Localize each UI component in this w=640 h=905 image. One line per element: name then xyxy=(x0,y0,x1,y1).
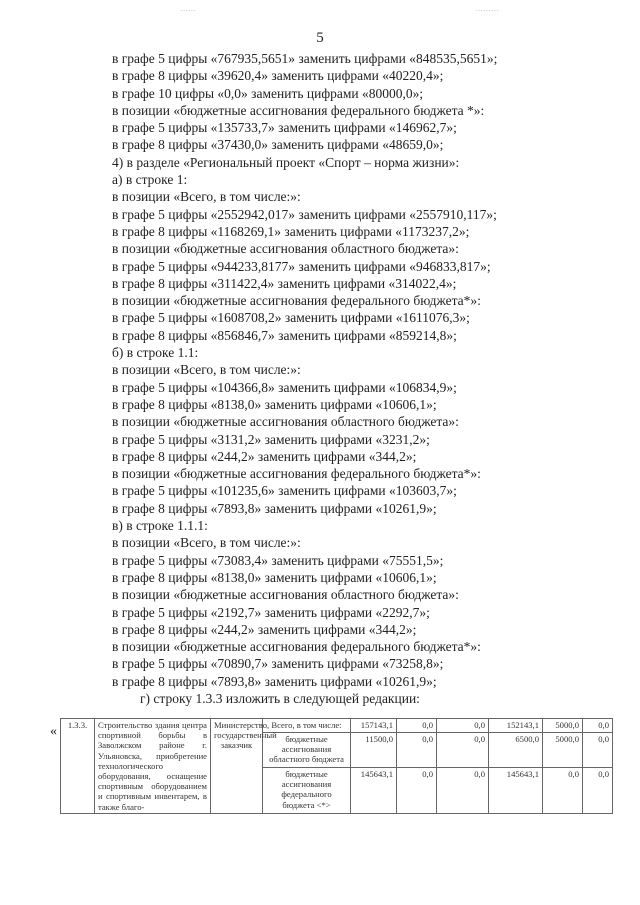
value-cell: 11500,0 xyxy=(351,732,397,767)
page-number: 5 xyxy=(316,30,324,46)
text-line: в графе 5 цифры «73083,4» заменить цифрами «75551,5»; xyxy=(112,552,444,568)
value-cell: 0,0 xyxy=(437,732,489,767)
text-line: в позиции «бюджетные ассигнования федерального бюджета*»: xyxy=(112,639,481,655)
text-line: в позиции «бюджетные ассигнования федерального бюджета *»: xyxy=(112,102,485,118)
text-line: в графе 5 цифры «767935,5651» заменить цифрами «848535,5651»; xyxy=(112,51,498,66)
text-line: в графе 5 цифры «104366,8» заменить цифрами «106834,9»; xyxy=(112,379,457,395)
text-line: в графе 8 цифры «244,2» заменить цифрами «344,2»; xyxy=(112,621,417,637)
value-cell: 0,0 xyxy=(397,732,437,767)
text-line: г) строку 1.3.3 изложить в следующей редакции: xyxy=(140,690,420,706)
measure-name-cell: Строительство здания центра спортивной борьбы в Заволжском районе г. Ульяновска, приобретение технологического оборудования, оснащение спортивным оборудованием и спортивным инвентарем, в также благо- xyxy=(95,719,211,814)
value-cell: 5000,0 xyxy=(543,719,583,733)
text-line: в графе 5 цифры «944233,8177» заменить цифрами «946833,817»; xyxy=(112,258,491,274)
scan-mark-right: ……… xyxy=(475,4,499,13)
amendment-text xyxy=(112,50,592,707)
text-line: в позиции «бюджетные ассигнования федерального бюджета*»: xyxy=(112,466,481,482)
text-line: а) в строке 1: xyxy=(112,172,188,188)
text-line: в графе 8 цифры «37430,0» заменить цифрами «48659,0»; xyxy=(112,137,444,153)
text-line: в графе 8 цифры «311422,4» заменить цифрами «314022,4»; xyxy=(112,275,457,291)
text-line: в позиции «бюджетные ассигнования областного бюджета»: xyxy=(112,414,459,430)
table-row xyxy=(61,719,613,733)
value-cell: 0,0 xyxy=(437,719,489,733)
value-cell: 145643,1 xyxy=(351,767,397,813)
value-cell: 157143,1 xyxy=(351,719,397,733)
text-line: в графе 5 цифры «2192,7» заменить цифрами «2292,7»; xyxy=(112,604,430,620)
value-cell: 152143,1 xyxy=(489,719,543,733)
text-line: в графе 8 цифры «1168269,1» заменить цифрами «1173237,2»; xyxy=(112,223,470,239)
text-line: в графе 8 цифры «8138,0» заменить цифрами «10606,1»; xyxy=(112,396,437,412)
value-cell: 0,0 xyxy=(543,767,583,813)
opening-quote: « xyxy=(50,724,57,739)
source-cell: Всего, в том числе: xyxy=(263,719,351,733)
row-number-cell: 1.3.3. xyxy=(61,719,95,814)
source-cell: бюджетные ассигнования федерального бюджета <*> xyxy=(263,767,351,813)
text-line: в позиции «Всего, в том числе:»: xyxy=(112,362,301,378)
value-cell: 5000,0 xyxy=(543,732,583,767)
text-line: в позиции «Всего, в том числе:»: xyxy=(112,535,301,551)
text-line: в графе 8 цифры «39620,4» заменить цифрами «40220,4»; xyxy=(112,68,444,84)
text-line: в графе 8 цифры «244,2» заменить цифрами «344,2»; xyxy=(112,448,417,464)
value-cell: 0,0 xyxy=(583,719,613,733)
value-cell: 0,0 xyxy=(583,732,613,767)
text-line: в графе 8 цифры «856846,7» заменить цифрами «859214,8»; xyxy=(112,327,457,343)
text-line: в) в строке 1.1.1: xyxy=(112,518,208,534)
value-cell: 145643,1 xyxy=(489,767,543,813)
text-line: в позиции «бюджетные ассигнования федерального бюджета*»: xyxy=(112,293,481,309)
text-line: в графе 5 цифры «1608708,2» заменить цифрами «1611076,3»; xyxy=(112,310,470,326)
text-line: в графе 5 цифры «3131,2» заменить цифрами «3231,2»; xyxy=(112,431,430,447)
value-cell: 0,0 xyxy=(397,719,437,733)
text-line: б) в строке 1.1: xyxy=(112,345,199,361)
text-line: в графе 8 цифры «7893,8» заменить цифрами «10261,9»; xyxy=(112,500,437,516)
text-line: в графе 5 цифры «70890,7» заменить цифрами «73258,8»; xyxy=(112,656,444,672)
text-line: в графе 8 цифры «7893,8» заменить цифрами «10261,9»; xyxy=(112,673,437,689)
executor-cell: Министерство, государственный заказчик xyxy=(211,719,263,814)
value-cell: 0,0 xyxy=(397,767,437,813)
text-line: в графе 5 цифры «2552942,017» заменить цифрами «2557910,117»; xyxy=(112,206,497,222)
value-cell: 0,0 xyxy=(583,767,613,813)
text-line: в графе 5 цифры «135733,7» заменить цифрами «146962,7»; xyxy=(112,120,457,136)
text-line: в позиции «бюджетные ассигнования областного бюджета»: xyxy=(112,241,459,257)
text-line: в графе 5 цифры «101235,6» заменить цифрами «103603,7»; xyxy=(112,483,457,499)
text-line: в графе 8 цифры «8138,0» заменить цифрами «10606,1»; xyxy=(112,569,437,585)
text-line: в позиции «бюджетные ассигнования областного бюджета»: xyxy=(112,587,459,603)
text-line: в графе 10 цифры «0,0» заменить цифрами «80000,0»; xyxy=(112,85,424,101)
value-cell: 0,0 xyxy=(437,767,489,813)
value-cell: 6500,0 xyxy=(489,732,543,767)
scan-mark-left: …… xyxy=(180,4,196,13)
text-line: в позиции «Всего, в том числе:»: xyxy=(112,189,301,205)
source-cell: бюджетные ассигнования областного бюджета xyxy=(263,732,351,767)
program-table xyxy=(60,718,613,814)
text-line: 4) в разделе «Региональный проект «Спорт – норма жизни»: xyxy=(112,154,460,170)
